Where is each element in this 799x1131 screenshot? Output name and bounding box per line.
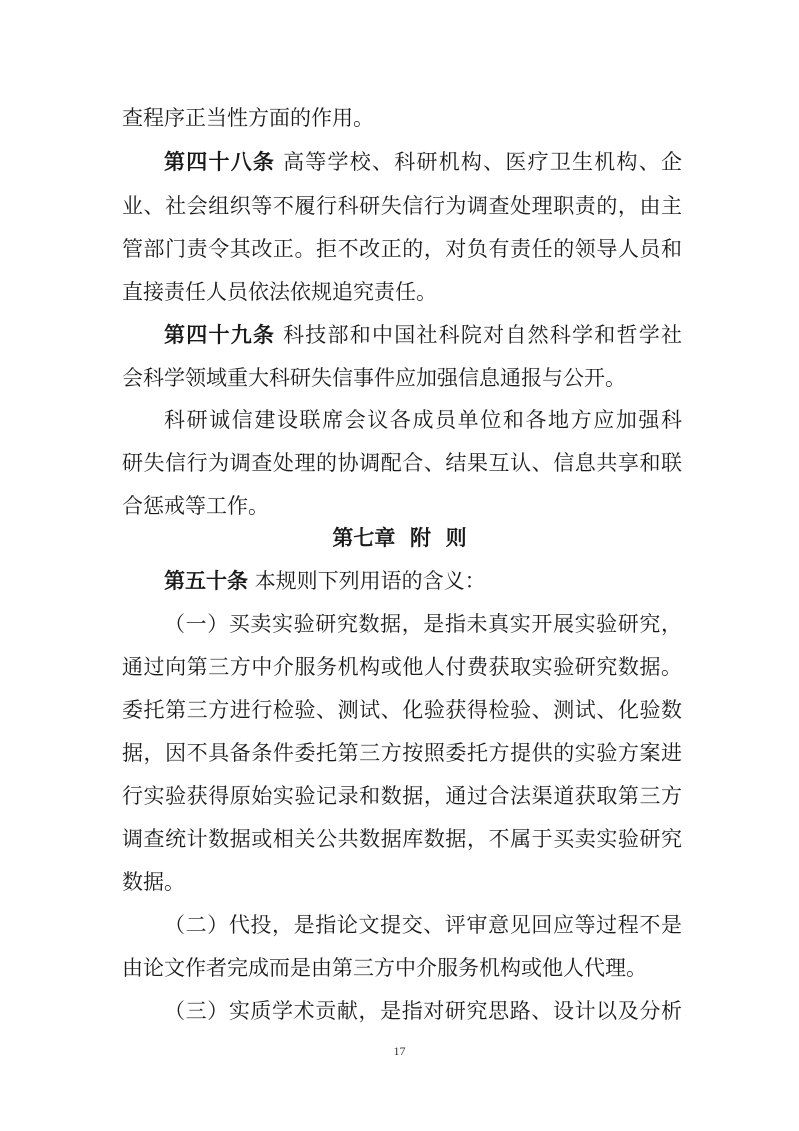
paragraph-line: 管部门责令其改正。拒不改正的，对负有责任的领导人员和 bbox=[122, 237, 682, 261]
paragraph-line: 行实验获得原始实验记录和数据，通过合法渠道获取第三方 bbox=[122, 784, 682, 808]
paragraph-line: 业、社会组织等不履行科研失信行为调查处理职责的，由主 bbox=[122, 194, 682, 218]
paragraph-line: 由论文作者完成而是由第三方中介服务机构或他人代理。 bbox=[122, 956, 647, 980]
article-49-heading: 第四十九条 bbox=[164, 322, 276, 347]
paragraph-line: 调查统计数据或相关公共数据库数据，不属于买卖实验研究 bbox=[122, 827, 682, 851]
paragraph-line: 高等学校、科研机构、医疗卫生机构、企 bbox=[283, 150, 683, 174]
page-number: 17 bbox=[393, 1044, 406, 1058]
paragraph-line: 查程序正当性方面的作用。 bbox=[122, 106, 374, 130]
article-50-line bbox=[164, 561, 682, 601]
paragraph-line: 科研诚信建设联席会议各成员单位和各地方应加强科 bbox=[164, 408, 682, 432]
paragraph-line: 科技部和中国社科院对自然科学和哲学社 bbox=[283, 323, 683, 347]
paragraph-line: 本规则下列用语的含义： bbox=[254, 569, 486, 593]
paragraph-line: （二）代投，是指论文提交、评审意见回应等过程不是 bbox=[164, 913, 682, 937]
paragraph-line: （三）实质学术贡献，是指对研究思路、设计以及分析 bbox=[164, 999, 682, 1023]
paragraph-line: 会科学领域重大科研失信事件应加强信息通报与公开。 bbox=[122, 366, 626, 390]
article-50-heading: 第五十条 bbox=[164, 568, 248, 593]
paragraph-line: 委托第三方进行检验、测试、化验获得检验、测试、化验数 bbox=[122, 698, 682, 722]
paragraph-line: 数据。 bbox=[122, 870, 185, 894]
chapter-title: 第七章 附 则 bbox=[332, 525, 467, 550]
article-48-heading: 第四十八条 bbox=[164, 149, 276, 174]
paragraph-line: 直接责任人员依法依规追究责任。 bbox=[122, 280, 437, 304]
paragraph-line: 研失信行为调查处理的协调配合、结果互认、信息共享和联 bbox=[122, 451, 682, 475]
paragraph-line: 通过向第三方中介服务机构或他人付费获取实验研究数据。 bbox=[122, 655, 682, 679]
paragraph-line: （一）买卖实验研究数据，是指未真实开展实验研究， bbox=[164, 612, 682, 636]
paragraph-line: 据，因不具备条件委托第三方按照委托方提供的实验方案进 bbox=[122, 741, 682, 765]
article-49-line bbox=[164, 315, 682, 355]
paragraph-line: 合惩戒等工作。 bbox=[122, 494, 269, 518]
article-48-line bbox=[164, 142, 682, 182]
